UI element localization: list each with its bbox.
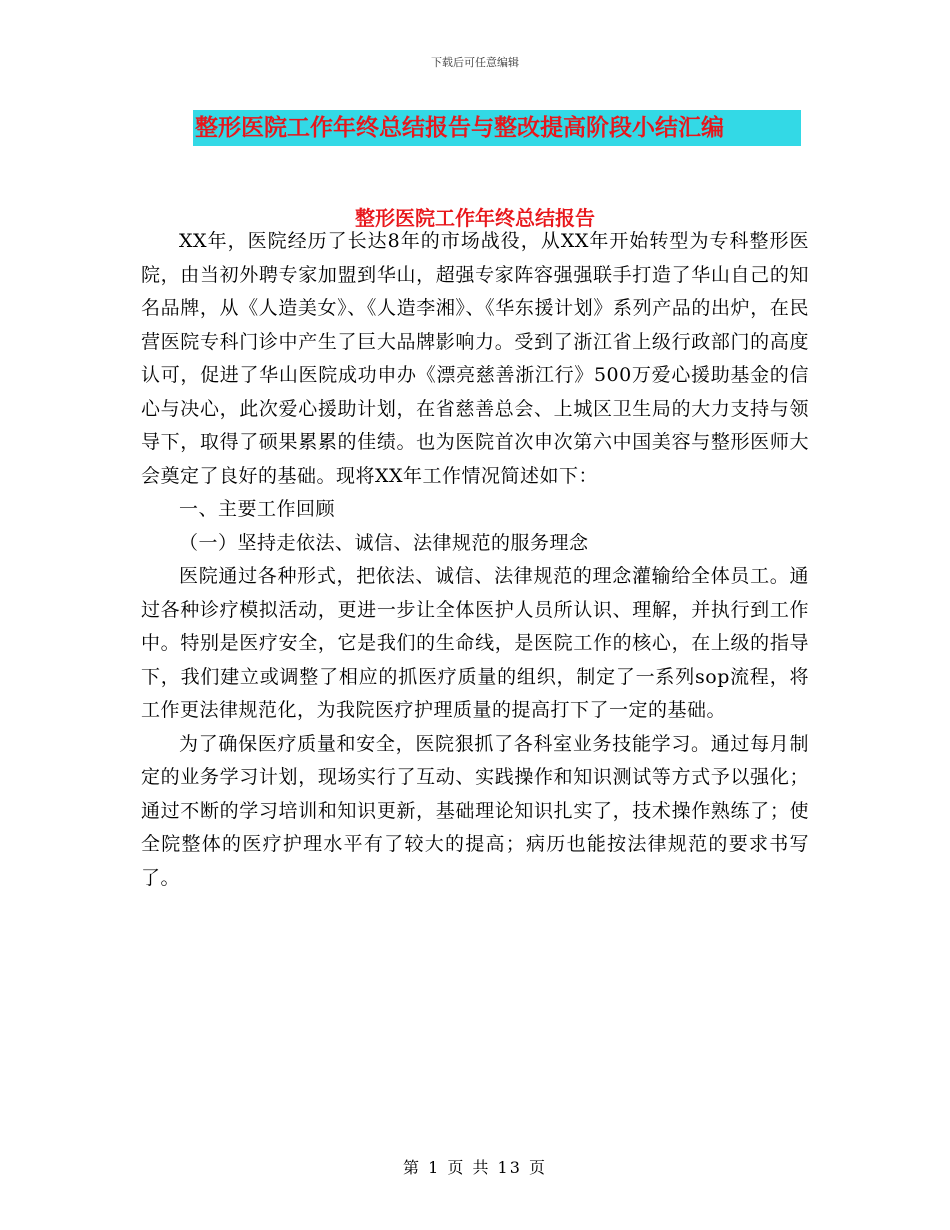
main-title: 整形医院工作年终总结报告与整改提高阶段小结汇编 <box>195 115 724 141</box>
paragraph-law: 医院通过各种形式，把依法、诚信、法律规范的理念灌输给全体员工。通过各种诊疗模拟活动，更进一步让全体医护人员所认识、理解，并执行到工作中。特别是医疗安全，它是我们的生命线，是医院工作的核心，在上级的指导下，我们建立或调整了相应的抓医疗质量的组织，制定了一系列sop流程，将工作更法律规范化，为我院医疗护理质量的提高打下了一定的基础。 <box>141 565 809 721</box>
page-number: 第 1 页 共 13 页 <box>403 1158 547 1177</box>
section-title: 整形医院工作年终总结报告 <box>355 206 595 230</box>
document-body <box>141 225 809 895</box>
main-title-highlight <box>193 110 801 146</box>
header-note: 下载后可任意编辑 <box>431 56 519 69</box>
paragraph-quality: 为了确保医疗质量和安全，医院狠抓了各科室业务技能学习。通过每月制定的业务学习计划，现场实行了互动、实践操作和知识测试等方式予以强化；通过不断的学习培训和知识更新，基础理论知识扎实了，技术操作熟练了；使全院整体的医疗护理水平有了较大的提高；病历也能按法律规范的要求书写了。 <box>141 732 809 889</box>
heading-sub-1: （一）坚持走依法、诚信、法律规范的服务理念 <box>179 531 589 554</box>
paragraph-intro: XX年，医院经历了长达8年的市场战役，从XX年开始转型为专科整形医院，由当初外聘专家加盟到华山，超强专家阵容强强联手打造了华山自己的知名品牌，从《人造美女》、《人造李湘》、《华东援计划》系列产品的出炉，在民营医院专科门诊中产生了巨大品牌影响力。受到了浙江省上级行政部门的高度认可，促进了华山医院成功申办《漂亮慈善浙江行》500万爱心援助基金的信心与决心，此次爱心援助计划，在省慈善总会、上城区卫生局的大力支持与领导下，取得了硕果累累的佳绩。也为医院首次申次第六中国美容与整形医师大会奠定了良好的基础。现将XX年工作情况简述如下： <box>141 230 809 487</box>
heading-main-review: 一、主要工作回顾 <box>179 498 336 520</box>
